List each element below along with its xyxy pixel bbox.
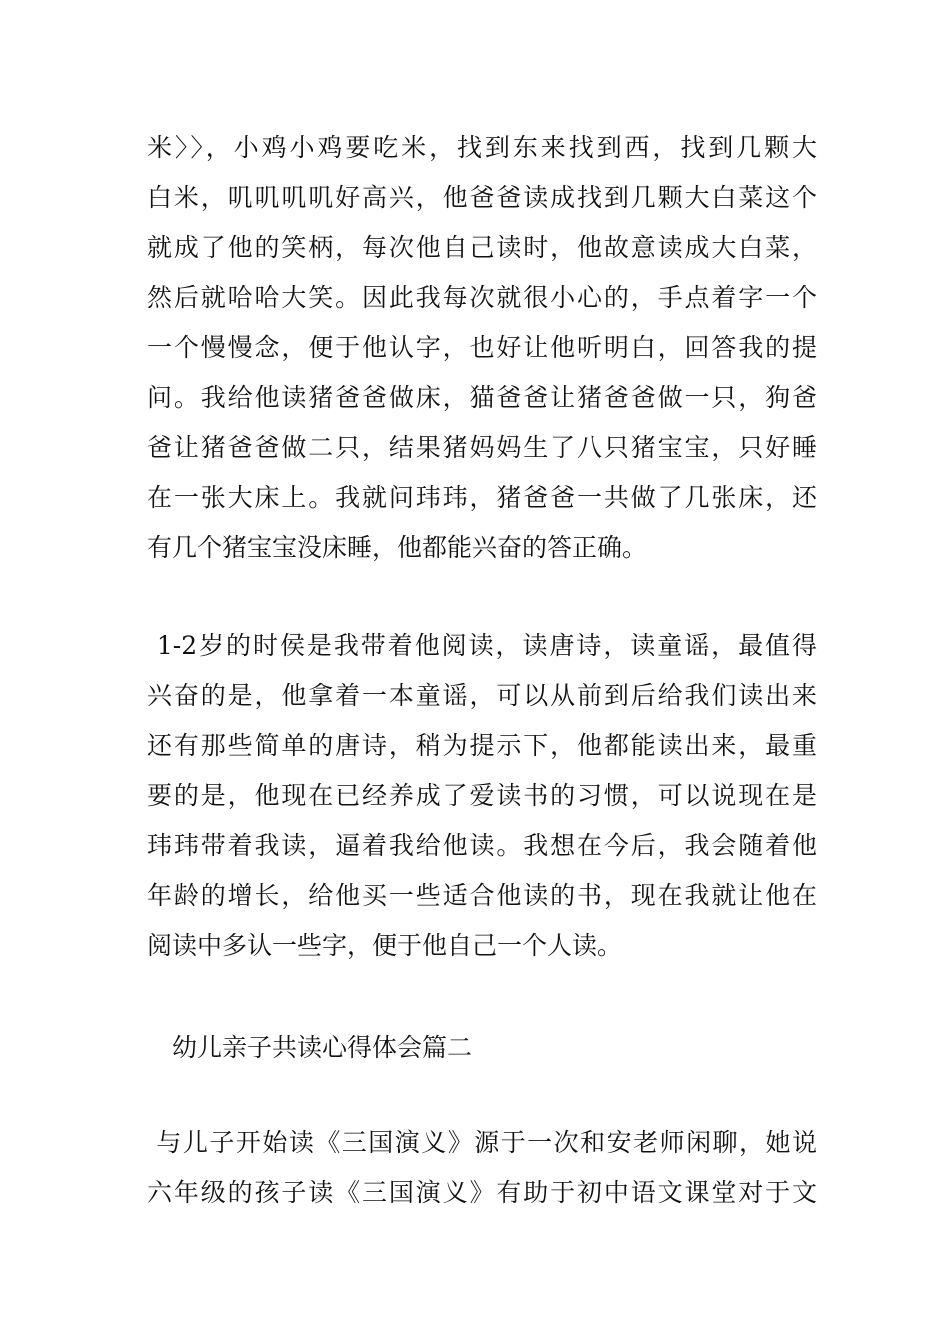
text-line: 兴奋的是，他拿着一本童谣，可以从前到后给我们读出来 bbox=[147, 681, 817, 710]
section-heading: 幼儿亲子共读心得体会篇二 bbox=[172, 1033, 473, 1062]
text-line: 1-2岁的时侯是我带着他阅读，读唐诗，读童谣，最值得 bbox=[147, 631, 817, 660]
text-line: 白米，叽叽叽叽好高兴，他爸爸读成找到几颗大白菜这个 bbox=[147, 183, 817, 212]
text-line: 就成了他的笑柄，每次他自己读时，他故意读成大白菜， bbox=[147, 233, 817, 262]
paragraph-3 bbox=[147, 1118, 817, 1218]
text-line: 然后就哈哈大笑。因此我每次就很小心的，手点着字一个 bbox=[147, 283, 817, 312]
text-line: 要的是，他现在已经养成了爱读书的习惯，可以说现在是 bbox=[147, 781, 817, 810]
text-line: 阅读中多认一些字，便于他自己一个人读。 bbox=[147, 931, 623, 960]
text-line: 六年级的孩子读《三国演义》有助于初中语文课堂对于文 bbox=[147, 1178, 817, 1207]
text-line: 还有那些简单的唐诗，稍为提示下，他都能读出来，最重 bbox=[147, 731, 817, 760]
text-line: 与儿子开始读《三国演义》源于一次和安老师闲聊，她说 bbox=[147, 1128, 817, 1157]
text-line: 有几个猪宝宝没床睡，他都能兴奋的答正确。 bbox=[147, 533, 648, 562]
text-line: 在一张大床上。我就问玮玮，猪爸爸一共做了几张床，还 bbox=[147, 483, 817, 512]
text-line: 一个慢慢念，便于他认字，也好让他听明白，回答我的提 bbox=[147, 333, 817, 362]
text-line: 问。我给他读猪爸爸做床，猫爸爸让猪爸爸做一只，狗爸 bbox=[147, 383, 817, 412]
text-line: 年龄的增长，给他买一些适合他读的书，现在我就让他在 bbox=[147, 881, 817, 910]
text-line: 米〉〉，小鸡小鸡要吃米，找到东来找到西，找到几颗大 bbox=[147, 133, 817, 162]
paragraph-1 bbox=[147, 123, 817, 573]
text-line: 玮玮带着我读，逼着我给他读。我想在今后，我会随着他 bbox=[147, 831, 817, 860]
text-line: 爸让猪爸爸做二只，结果猪妈妈生了八只猪宝宝，只好睡 bbox=[147, 433, 817, 462]
paragraph-2 bbox=[147, 621, 817, 971]
